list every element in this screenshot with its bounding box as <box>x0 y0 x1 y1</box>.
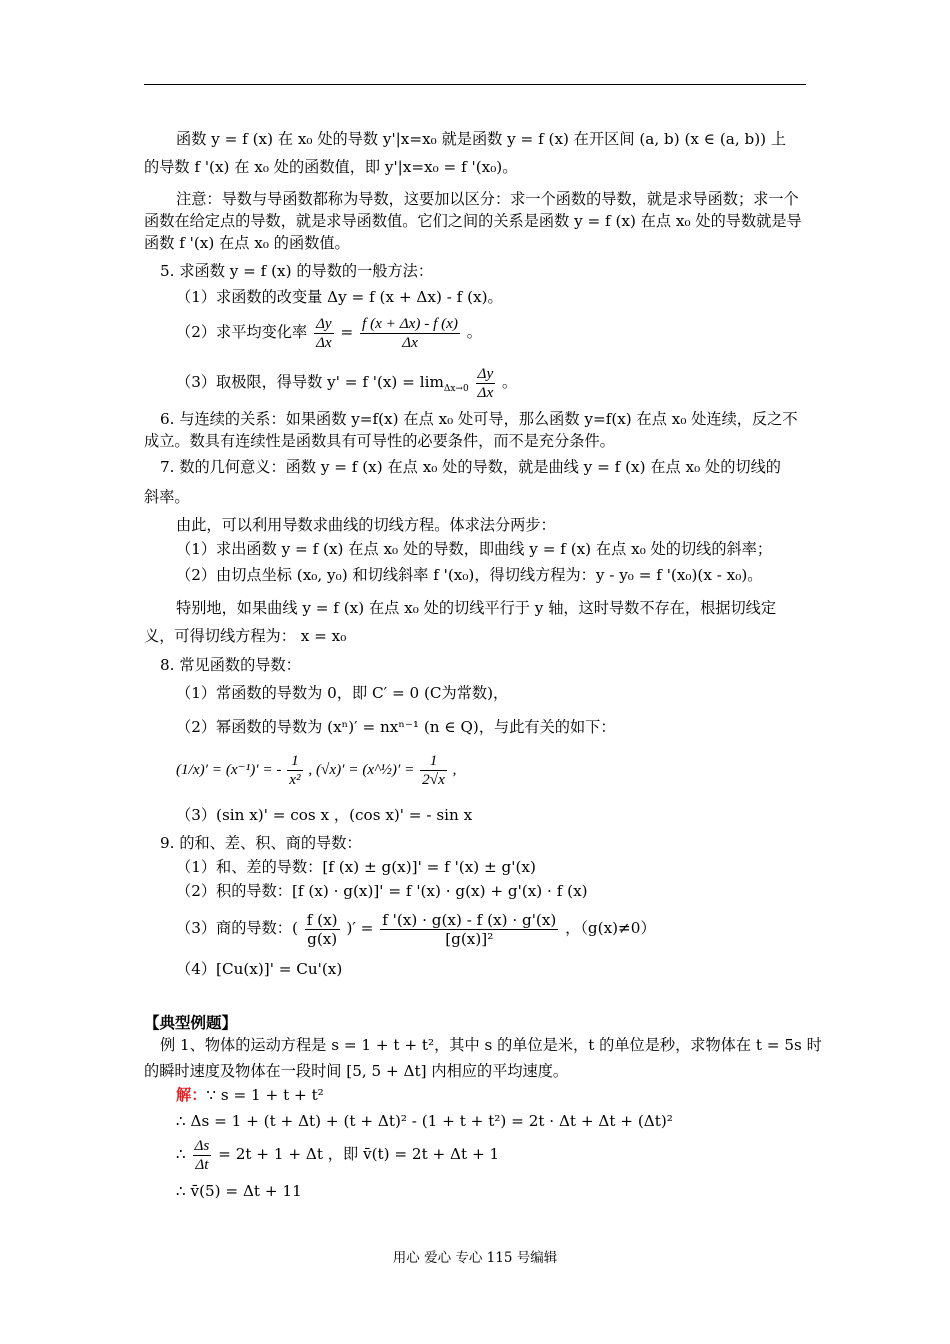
fraction-dy-dx: $\frac{\Delta y}{\Delta x}$ <box>316 314 332 351</box>
tangent-step-1: （1）求出函数 y = f (x) 在点 x₀ 处的导数，即曲线 y = f (x) 在点 x₀ 处的切线的斜率； <box>176 540 773 558</box>
para-note: 注意：导数与导函数都称为导数，这要加以区分：求一个函数的导数，就是求导函数；求一个函数在给定点的导数，就是求导函数值。它们之间的关系是函数 y = f (x) 在点 x₀ 处的导数就是导函数 f '(x) 在点 x₀ 的函数值。 <box>144 190 802 252</box>
item-9-constant-multiple: （4）[Cu(x)]' = Cu'(x) <box>176 960 343 978</box>
solution-label: 解： <box>176 1086 207 1104</box>
para-derivative-def-1: 函数 y = f (x) 在 x₀ 处的导数 y'|x=x₀ 就是函数 y = f (x) 在开区间 (a, b) (x ∈ (a, b)) 上 <box>176 130 787 148</box>
header-rule <box>144 84 806 85</box>
step-2-label: （2）求平均变化率 <box>176 323 308 341</box>
item-8-const: （1）常函数的导数为 0，即 C′ = 0 (C为常数)， <box>176 684 509 702</box>
item-7-cont: 斜率。 <box>144 488 190 506</box>
fraction-quotient-rule: $\frac{f '(x) \cdot g(x) - f (x) \cdot g'(x)}{\text{[g(x)]²}}$ <box>382 910 557 948</box>
item-5-step-1: （1）求函数的改变量 Δy = f (x + Δx) - f (x)。 <box>176 288 503 306</box>
section-title: 【典型例题】 <box>144 1013 238 1032</box>
para-derivative-def-2: 的导数 f '(x) 在 x₀ 处的函数值，即 y'|x=x₀ = f '(x₀)。 <box>144 158 518 176</box>
tangent-intro: 由此，可以利用导数求曲线的切线方程。体求法分两步： <box>176 516 556 534</box>
item-9-product: （2）积的导数：[f (x) · g(x)]' = f '(x) · g(x) + g'(x) · f (x) <box>176 882 588 900</box>
tangent-step-2: （2）由切点坐标 (x₀, y₀) 和切线斜率 f '(x₀)，得切线方程为：y - y₀ = f '(x₀)(x - x₀)。 <box>176 566 763 584</box>
power-examples: (1/x)′ = (x⁻¹)′ = - $\frac{1}{\text{x²}}$ , (√x)′ = (x^½)′ = $\frac{1}{2√x}$ , <box>176 752 457 789</box>
fraction-f-over-g: $\frac{f (x)}{g(x)}$ <box>306 910 338 948</box>
fraction-difference-quotient: $\frac{f (x + \Delta x) - f (x)}{\Delta x}$ <box>362 314 458 351</box>
item-9: 9. 的和、差、积、商的导数： <box>160 834 362 852</box>
item-5-step-2: （2）求平均变化率 $\frac{\Delta y}{\Delta x}$ = $\frac{f (x + \Delta x) - f (x)}{\Delta x}$ 。 <box>176 314 482 351</box>
fraction-ds-dt: $\frac{\Delta s}{\Delta t}$ <box>194 1136 210 1173</box>
item-9-sum: （1）和、差的导数：[f (x) ± g(x)]' = f '(x) ± g'(x) <box>176 858 536 876</box>
item-6: 6. 与连续的关系：如果函数 y=f(x) 在点 x₀ 处可导，那么函数 y=f(x) 在点 x₀ 处连续，反之不成立。数具有连续性是函数具有可导性的必要条件，而不是充分条件。 <box>144 410 798 450</box>
item-8: 8. 常见函数的导数： <box>160 656 301 674</box>
item-8-trig: （3）(sin x)' = cos x ，(cos x)' = - sin x <box>176 806 473 824</box>
item-9-quotient: （3）商的导数：( $\frac{f (x)}{g(x)}$ )′ = $\frac{f '(x) \cdot g(x) - f (x) \cdot g'(x)}{\text{[g(x)]²}}$ ，（g(x)≠0） <box>176 910 656 948</box>
fraction-one-over-2-sqrt-x: $\frac{1}{2√x}$ <box>422 752 445 789</box>
solution-line-3: ∴ $\frac{\Delta s}{\Delta t}$ = 2t + 1 + Δt ，即 v̄(t) = 2t + Δt + 1 <box>176 1136 500 1173</box>
item-5-heading: 5. 求函数 y = f (x) 的导数的一般方法： <box>160 262 434 280</box>
fraction-one-over-x-squared: $\frac{1}{\text{x²}}$ <box>289 752 301 789</box>
tangent-special-case: 特别地，如果曲线 y = f (x) 在点 x₀ 处的切线平行于 y 轴，这时导数不存在，根据切线定义，可得切线方程为： x = x₀ <box>144 599 777 645</box>
item-7: 7. 数的几何意义：函数 y = f (x) 在点 x₀ 处的导数，就是曲线 y = f (x) 在点 x₀ 处的切线的 <box>160 458 781 476</box>
fraction-limit: $\frac{\Delta y}{\Delta x}$ <box>477 364 494 401</box>
item-5-step-3: （3）取极限，得导数 y' = f '$(x) = \lim_{\Delta x\to 0}$ $\frac{\Delta y}{\Delta x}$ 。 <box>176 364 518 401</box>
solution-line-4: ∴ v̄(5) = Δt + 11 <box>176 1182 302 1200</box>
solution-line-2: ∴ Δs = 1 + (t + Δt) + (t + Δt)² - (1 + t + t²) = 2t · Δt + Δt + (Δt)² <box>176 1112 673 1130</box>
solution-line-1: 解：∵ s = 1 + t + t² <box>176 1086 324 1104</box>
page-footer: 用心 爱心 专心 115 号编辑 <box>392 1250 558 1266</box>
example-1-line-1: 例 1、物体的运动方程是 s = 1 + t + t²，其中 s 的单位是米，t 的单位是秒，求物体在 t = 5s 时 <box>160 1036 822 1054</box>
item-8-power: （2）幂函数的导数为 (xⁿ)′ = nxⁿ⁻¹ (n ∈ Q)，与此有关的如下： <box>176 718 616 736</box>
example-1-line-2: 的瞬时速度及物体在一段时间 [5, 5 + Δt] 内相应的平均速度。 <box>144 1062 569 1080</box>
